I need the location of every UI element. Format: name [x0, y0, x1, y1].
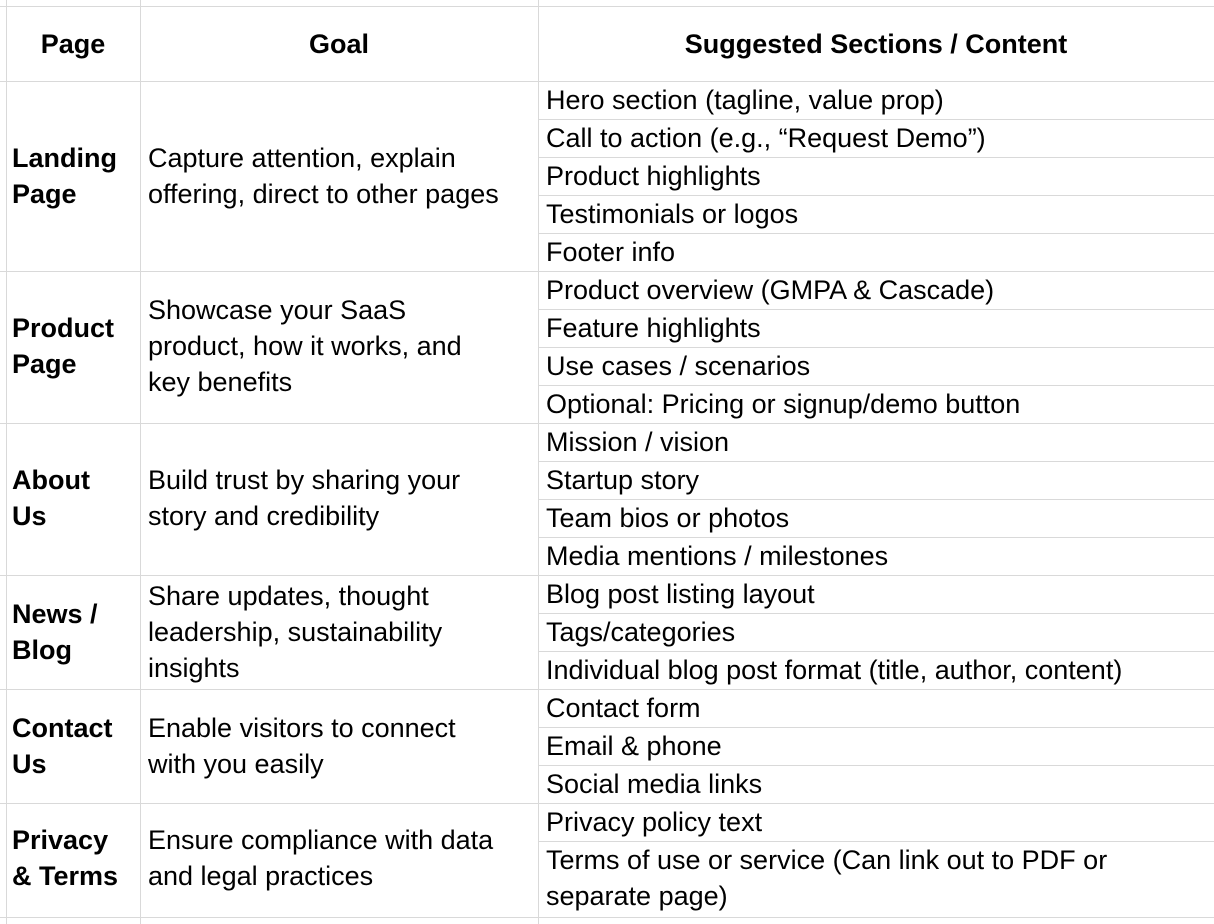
row-page-landing: Landing Page: [12, 143, 117, 209]
section-item: Optional: Pricing or signup/demo button: [546, 389, 1021, 419]
section-item: Footer info: [546, 237, 676, 267]
section-item: Hero section (tagline, value prop): [546, 85, 944, 115]
row-goal-about: Build trust by sharing your story and credibility: [148, 465, 461, 531]
section-item: Product highlights: [546, 161, 761, 191]
section-item: Media mentions / milestones: [546, 541, 889, 571]
header-sections: Suggested Sections / Content: [684, 29, 1068, 59]
grid-line: [538, 0, 539, 924]
row-page-contact: Contact Us: [12, 713, 113, 779]
grid-line: [6, 0, 7, 924]
section-item: Email & phone: [546, 731, 722, 761]
row-page-privacy: Privacy & Terms: [12, 825, 119, 891]
section-item: Product overview (GMPA & Cascade): [546, 275, 995, 305]
header-page: Page: [40, 29, 106, 59]
section-item: Contact form: [546, 693, 701, 723]
section-item: Privacy policy text: [546, 807, 763, 837]
row-goal-landing: Capture attention, explain offering, direct to other pages: [148, 143, 499, 209]
section-item: Team bios or photos: [546, 503, 790, 533]
row-goal-product: Showcase your SaaS product, how it works, and key benefits: [148, 295, 462, 397]
section-item: Tags/categories: [546, 617, 736, 647]
section-item: Call to action (e.g., “Request Demo”): [546, 123, 986, 153]
grid-line: [0, 6, 1214, 7]
row-goal-news: Share updates, thought leadership, sustainability insights: [148, 581, 443, 683]
section-item: Terms of use or service (Can link out to PDF or separate page): [546, 845, 1108, 911]
row-page-about: About Us: [12, 465, 90, 531]
row-goal-contact: Enable visitors to connect with you easily: [148, 713, 456, 779]
section-item: Use cases / scenarios: [546, 351, 811, 381]
section-item: Testimonials or logos: [546, 199, 799, 229]
section-item: Individual blog post format (title, author, content): [546, 655, 1123, 685]
header-goal: Goal: [308, 29, 369, 59]
section-item: Mission / vision: [546, 427, 730, 457]
row-goal-privacy: Ensure compliance with data and legal practices: [148, 825, 494, 891]
section-item: Feature highlights: [546, 313, 761, 343]
section-item: Blog post listing layout: [546, 579, 815, 609]
section-item: Social media links: [546, 769, 763, 799]
row-page-news: News / Blog: [12, 599, 98, 665]
grid-line: [140, 0, 141, 924]
section-item: Startup story: [546, 465, 700, 495]
grid-line: [0, 917, 1214, 918]
row-page-product: Product Page: [12, 313, 115, 379]
